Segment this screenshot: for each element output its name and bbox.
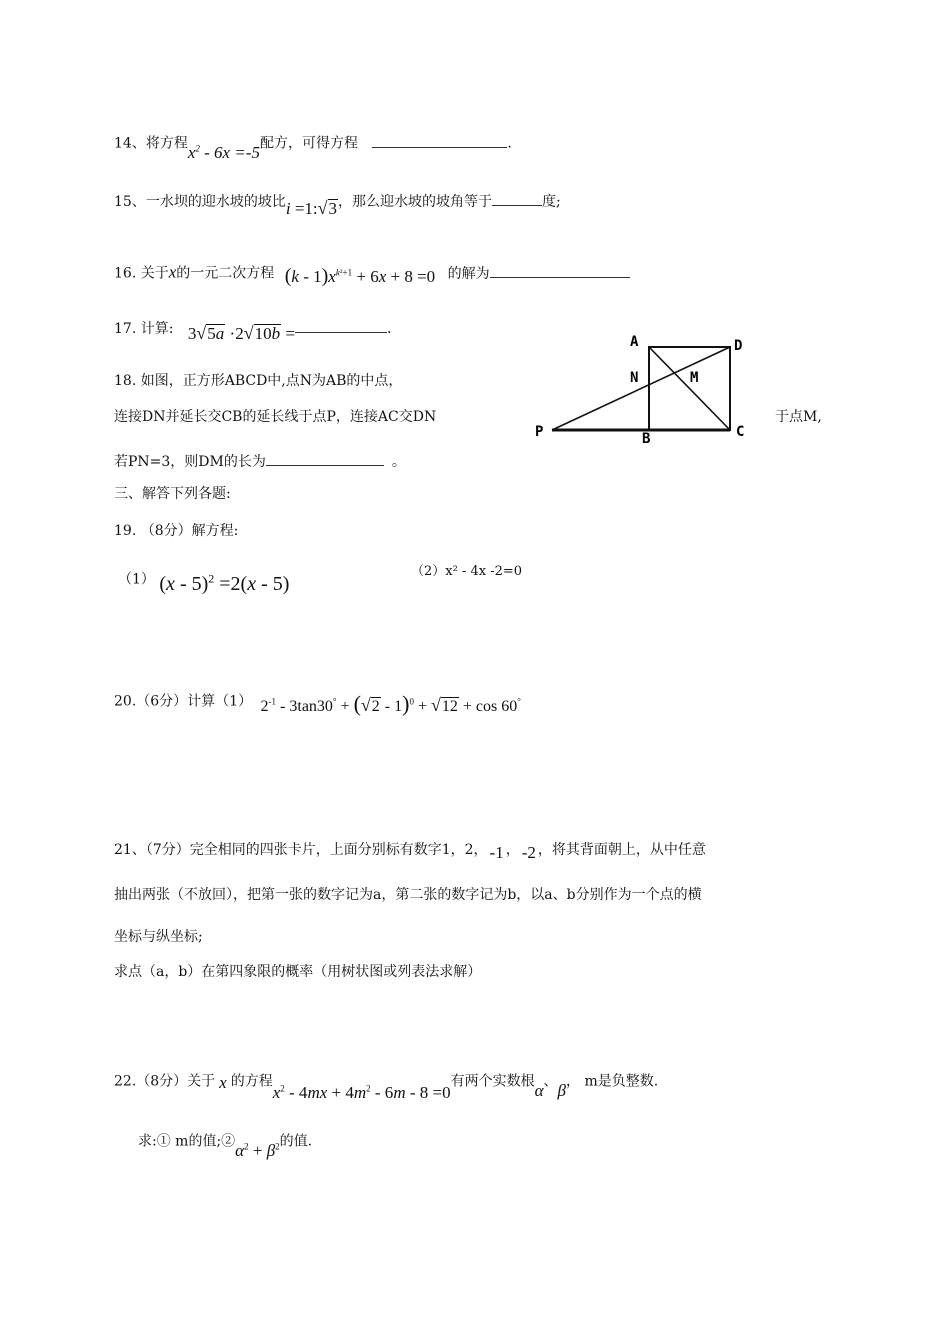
- line-pd: [552, 347, 730, 430]
- expression-17: 3√5a ·2√10b =: [187, 323, 295, 343]
- geometry-figure: [530, 330, 760, 445]
- label-a: A: [630, 334, 639, 350]
- equation-14: $x^2 - 6x =-5$: [187, 142, 260, 162]
- question-22-line2: 求:① m的值$;②\alpha^2 + \beta^2$的值.: [138, 1133, 313, 1160]
- question-18-line2: 连接DN并延长交CB的延长线于点P，连接AC交DN: [114, 409, 437, 425]
- equation-19-1: (x - 5)$^2$ =2(x - 5): [159, 571, 290, 595]
- diagonal-ac: [649, 347, 730, 430]
- question-22: 22.（8分）关于 x 的方程$x^2 - 4mx + 4m^2 - 6m - 8 =0$有两个实数根α、β， m是负整数.: [114, 1072, 659, 1102]
- question-16: 16. 关于x的一元二次方程 $(k - 1)x^{k^2+1} + 6x + 8 =0$ 的解为: [114, 258, 630, 284]
- label-c: C: [736, 424, 745, 440]
- equation-22: $x^2 - 4mx + 4m^2 - 6m - 8 =0$: [272, 1082, 451, 1102]
- label-m: M: [690, 370, 699, 386]
- question-14: 14、将方程$x^2 - 6x =-5$配方，可得方程 .: [114, 128, 512, 154]
- answer-blank-15[interactable]: [492, 191, 542, 206]
- question-19-part2: （2）x² - 4x -2=0: [411, 564, 523, 579]
- question-20: 20.（6分）计算（1） $2^{-1} - 3\tan 30^\circ + (√2 - 1)^0 + √12 + \cos 60^\circ$: [114, 691, 521, 717]
- label-d: D: [734, 338, 743, 354]
- question-21-line3: 坐标与纵坐标;: [114, 929, 203, 945]
- question-21-line2: 抽出两张（不放回），把第一张的数字记为a，第二张的数字记为b，以a、b分别作为一个点的横: [114, 887, 702, 903]
- label-n: N: [630, 370, 639, 386]
- answer-blank-16[interactable]: [490, 263, 630, 278]
- question-21-line1: 21、（7分）完全相同的四张卡片，上面分别标有数字1，2， -1 ， -2 ，将其背面朝上，从中任意: [114, 842, 706, 862]
- label-b: B: [642, 431, 651, 445]
- slope-ratio: i =1:√3: [285, 198, 338, 218]
- section-title: 三、解答下列各题:: [114, 486, 231, 502]
- question-18-line2-tail: 于点M,: [775, 409, 822, 425]
- question-15: 15、一水坝的迎水坡的坡比i =1:√3，那么迎水坡的坡角等于 度;: [114, 190, 561, 212]
- answer-blank-17[interactable]: [295, 318, 387, 333]
- question-18-line1: 18. 如图，正方形ABCD中,点N为AB的中点，: [114, 373, 403, 389]
- question-18-line3: 若PN=3，则DM的长为 。: [114, 451, 406, 472]
- answer-blank-14[interactable]: [372, 133, 507, 148]
- question-21-line4: 求点（a，b）在第四象限的概率（用树状图或列表法求解）: [114, 964, 482, 980]
- equation-16: $(k - 1)x^{k^2+1} + 6x + 8 =0$: [284, 264, 436, 287]
- question-19-part1: （1） (x - 5)$^2$ =2(x - 5): [118, 571, 290, 595]
- variable-x: x: [168, 262, 177, 282]
- expression-20: $2^{-1} - 3\tan 30^\circ + (√2 - 1)^0 + √12 + \cos 60^\circ$: [260, 691, 521, 717]
- answer-blank-18[interactable]: [266, 451, 384, 466]
- question-19: 19. （8分）解方程:: [114, 523, 239, 539]
- question-17: 17. 计算: 3√5a ·2√10b = .: [114, 317, 391, 339]
- label-p: P: [535, 424, 544, 440]
